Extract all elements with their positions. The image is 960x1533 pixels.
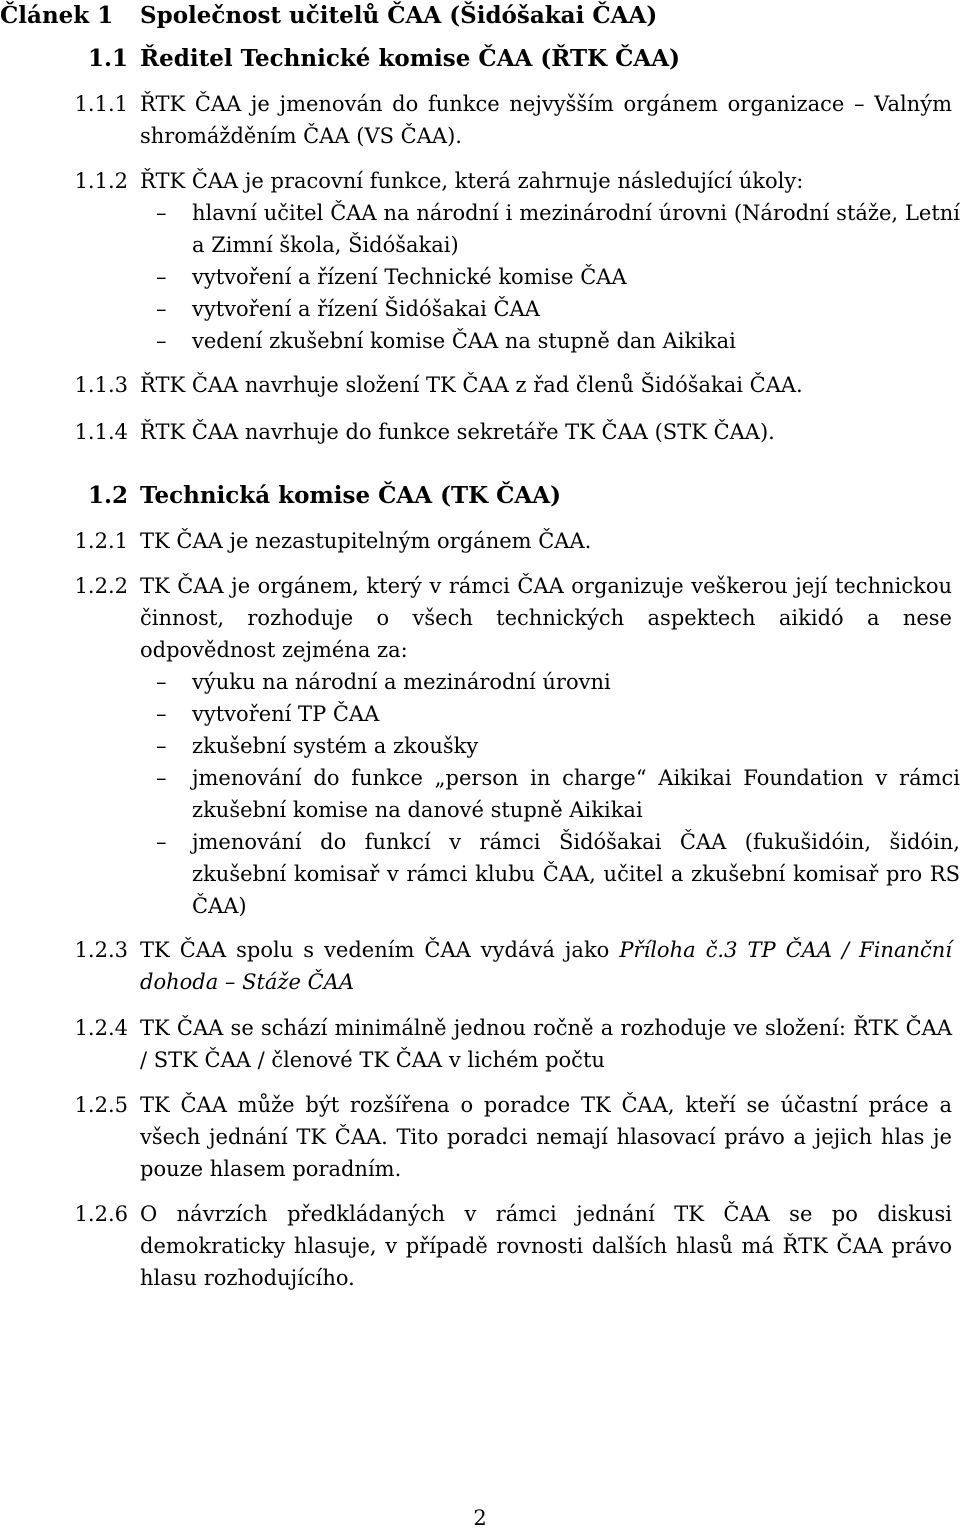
list-item: – jmenování do funkce „person in charge“ Aikikai Foundation v rámci zkušební komise na danové stupně Aikikai [140,762,960,826]
clause-text: ŘTK ČAA je pracovní funkce, která zahrnuje následující úkoly: [140,169,804,193]
section-title: Technická komise ČAA (TK ČAA) [140,482,561,509]
section-number: 1.2 [87,482,128,509]
section-number: 1.1 [87,45,128,72]
clause-1-2-2-list [140,666,960,922]
clause-text: TK ČAA se schází minimálně jednou ročně a rozhoduje ve složení: ŘTK ČAA / STK ČAA / členové TK ČAA v lichém počtu [140,1016,952,1072]
clause-number: 1.2.1 [74,529,128,553]
list-item: – zkušební systém a zkoušky [140,730,960,762]
clause-number: 1.2.5 [74,1093,128,1117]
page-number: 2 [473,1506,487,1530]
list-item: – výuku na národní a mezinárodní úrovni [140,666,960,698]
clause-text [140,934,952,998]
clause-text: ŘTK ČAA navrhuje do funkce sekretáře TK ČAA (STK ČAA). [140,420,775,444]
section-title: Ředitel Technické komise ČAA (ŘTK ČAA) [140,45,680,72]
article-number: Článek 1 [0,2,114,29]
clause-text-plain: TK ČAA spolu s vedením ČAA vydává jako [140,938,620,962]
clause-text: ŘTK ČAA je jmenován do funkce nejvyšším orgánem organizace – Valným shromážděním ČAA (VS ČAA). [140,92,952,148]
clause-number: 1.2.3 [74,938,128,962]
clause-number: 1.2.4 [74,1016,128,1040]
clause-number: 1.2.2 [74,574,128,598]
clause-1-1-2-list [140,197,960,357]
clause-number: 1.1.2 [74,169,128,193]
clause-text: TK ČAA je orgánem, který v rámci ČAA organizuje veškerou její technickou činnost, rozhoduje o všech technických aspektech aikidó a nese odpovědnost zejména za: [140,574,952,662]
clause-text: TK ČAA je nezastupitelným orgánem ČAA. [140,529,592,553]
list-item: – jmenování do funkcí v rámci Šidóšakai ČAA (fukušidóin, šidóin, zkušební komisař v rámci klubu ČAA, učitel a zkušební komisař pro RS ČAA) [140,826,960,922]
appendix-reference: Příloha č.3 TP ČAA / Finanční dohoda – Stáže ČAA [140,938,952,994]
list-item: – vytvoření TP ČAA [140,698,960,730]
clause-number: 1.1.3 [74,373,128,397]
clause-number: 1.1.1 [74,92,128,116]
clause-text: TK ČAA může být rozšířena o poradce TK ČAA, kteří se účastní práce a všech jednání TK ČAA. Tito poradci nemají hlasovací právo a jejich hlas je pouze hlasem poradním. [140,1093,952,1181]
clause-text: O návrzích předkládaných v rámci jednání TK ČAA se po diskusi demokraticky hlasuje, v případě rovnosti dalších hlasů má ŘTK ČAA právo hlasu rozhodujícího. [140,1202,952,1290]
list-item: – vytvoření a řízení Šidóšakai ČAA [140,293,960,325]
clause-text: ŘTK ČAA navrhuje složení TK ČAA z řad členů Šidóšakai ČAA. [140,373,803,397]
list-item: – vytvoření a řízení Technické komise ČAA [140,261,960,293]
article-title: Společnost učitelů ČAA (Šidóšakai ČAA) [140,2,658,29]
clause-number: 1.2.6 [74,1202,128,1226]
list-item: – hlavní učitel ČAA na národní i mezinárodní úrovni (Národní stáže, Letní a Zimní škola, Šidóšakai) [140,197,960,261]
list-item: – vedení zkušební komise ČAA na stupně dan Aikikai [140,325,960,357]
clause-number: 1.1.4 [74,420,128,444]
